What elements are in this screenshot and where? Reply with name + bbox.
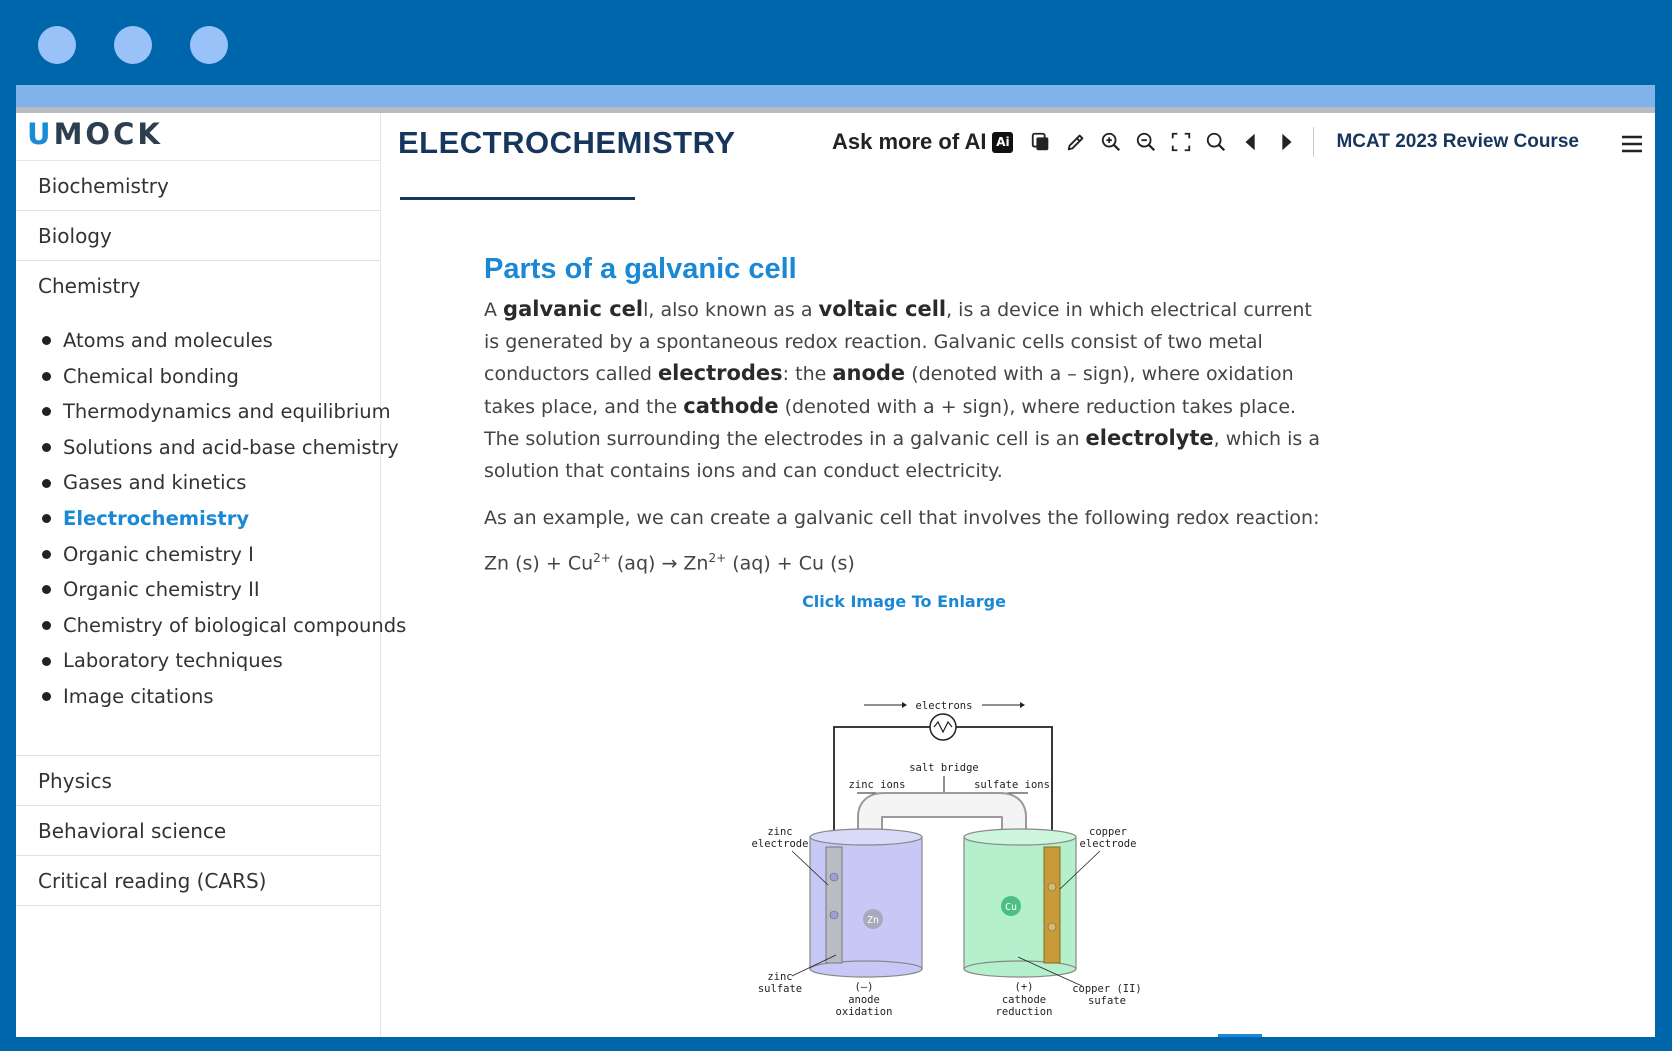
- p1-text-2: , is a device in which electrical current is generated by a spontaneous redox reaction. Galvanic cells consist of two metal conductors called: [484, 299, 1312, 385]
- prev-arrow-icon[interactable]: [1233, 125, 1268, 160]
- label-zinc-sulfate-2: sulfate: [757, 983, 803, 995]
- highlighter-icon[interactable]: [1058, 125, 1093, 160]
- anode-beaker-top: [810, 829, 922, 845]
- label-copper-electrode: electrode: [1079, 838, 1137, 850]
- label-zinc-sulfate-1: zinc: [767, 971, 793, 983]
- subitem-atoms-and-molecules[interactable]: Atoms and molecules: [42, 323, 380, 359]
- enlarge-image-link[interactable]: Click Image To Enlarge: [802, 591, 1006, 611]
- galvanic-cell-diagram[interactable]: [752, 679, 1202, 1019]
- p1-text-0: A: [484, 299, 504, 321]
- zoom-in-icon[interactable]: [1093, 125, 1128, 160]
- sidebar-item-critical-reading[interactable]: Critical reading (CARS): [16, 856, 380, 906]
- toolbar: [832, 122, 1579, 162]
- label-copper: copper: [1089, 826, 1127, 838]
- subitem-biological-compounds[interactable]: Chemistry of biological compounds: [42, 608, 380, 644]
- window-dot-maximize[interactable]: [190, 26, 228, 64]
- paragraph-example: As an example, we can create a galvanic cell that involves the following redox reaction:: [484, 507, 1320, 529]
- reaction-part-0: Zn (s) + Cu: [484, 551, 594, 574]
- label-zinc-ions: zinc ions: [848, 779, 906, 791]
- label-sulfate-ions: sulfate ions: [974, 779, 1050, 791]
- voltmeter-icon: [930, 714, 956, 740]
- subitem-organic-chemistry-1[interactable]: Organic chemistry I: [42, 537, 380, 573]
- sidebar: [16, 113, 407, 1037]
- paragraph-definition: [484, 294, 1324, 487]
- sidebar-item-physics[interactable]: Physics: [16, 756, 380, 806]
- sidebar-item-behavioral-science[interactable]: Behavioral science: [16, 806, 380, 856]
- term-cathode: cathode: [683, 393, 779, 418]
- sidebar-item-chemistry[interactable]: Chemistry: [38, 274, 141, 298]
- browser-window: [16, 85, 1655, 1037]
- window-dot-close[interactable]: [38, 26, 76, 64]
- search-icon[interactable]: [1198, 125, 1233, 160]
- page-title: ELECTROCHEMISTRY: [398, 125, 736, 160]
- reaction-charge-zn: 2+: [708, 550, 727, 565]
- p1-text-4: (denoted with a – sign), where oxidation takes place, and the: [484, 363, 1294, 418]
- sidebar-item-biochemistry[interactable]: Biochemistry: [16, 161, 380, 211]
- subitem-gases-kinetics[interactable]: Gases and kinetics: [42, 465, 380, 501]
- label-copper-ii: copper (II): [1072, 983, 1142, 995]
- subitem-thermodynamics[interactable]: Thermodynamics and equilibrium: [42, 394, 380, 430]
- sidebar-item-biology[interactable]: Biology: [16, 211, 380, 261]
- next-arrow-icon[interactable]: [1268, 125, 1303, 160]
- content-header: [382, 113, 1655, 201]
- logo-text: MOCK: [53, 117, 163, 151]
- p1-text-1: l, also known as a: [643, 299, 819, 321]
- zoom-out-icon[interactable]: [1128, 125, 1163, 160]
- redox-reaction: [484, 551, 1324, 574]
- top-strip: [16, 85, 1655, 107]
- term-electrodes: electrodes: [657, 361, 783, 385]
- p1-text-5: (denoted with a + sign), where reduction takes place. The solution surrounding the electrodes in a galvanic cell is an: [484, 395, 1297, 450]
- cathode-beaker-top: [964, 829, 1076, 845]
- title-underline: [400, 197, 635, 200]
- window-controls: [38, 26, 228, 64]
- copper-ion-marker-2: [1048, 923, 1056, 931]
- subitem-image-citations[interactable]: Image citations: [42, 679, 380, 715]
- article: [484, 253, 1324, 1018]
- term-voltaic-cell: voltaic cell: [818, 297, 947, 321]
- reaction-part-1: (aq) → Zn: [610, 551, 709, 574]
- hamburger-menu-icon[interactable]: [1615, 129, 1649, 159]
- electron-arrowhead-left: [902, 702, 907, 708]
- copy-icon[interactable]: [1023, 125, 1058, 160]
- subitem-solutions[interactable]: Solutions and acid-base chemistry: [42, 430, 380, 466]
- subitem-electrochemistry[interactable]: Electrochemistry: [42, 501, 380, 537]
- zinc-electrode: [826, 847, 842, 963]
- label-reduction: reduction: [995, 1006, 1053, 1018]
- zinc-ion-marker-1: [830, 873, 838, 881]
- label-zinc-electrode: electrode: [752, 838, 809, 850]
- p1-text-3: : the: [782, 363, 833, 385]
- label-minus: (–): [854, 981, 874, 993]
- scroll-indicator: [1218, 1034, 1262, 1037]
- logo-u: U: [27, 117, 54, 151]
- zinc-ion-marker-2: [830, 911, 838, 919]
- subitem-laboratory-techniques[interactable]: Laboratory techniques: [42, 643, 380, 679]
- course-link[interactable]: MCAT 2023 Review Course: [1336, 131, 1579, 152]
- chemistry-sublist: [16, 311, 407, 756]
- label-anode: anode: [848, 994, 880, 1006]
- section-title: Parts of a galvanic cell: [484, 253, 797, 285]
- label-salt-bridge: salt bridge: [909, 762, 979, 774]
- copper-electrode: [1044, 847, 1060, 963]
- term-anode: anode: [832, 361, 906, 385]
- label-oxidation: oxidation: [835, 1006, 893, 1018]
- label-zn-ion: Zn: [866, 915, 880, 926]
- ask-ai-button[interactable]: Ask more of AI: [832, 129, 987, 154]
- label-zinc: zinc: [767, 826, 793, 838]
- toolbar-divider: [1313, 127, 1314, 157]
- electron-arrowhead-right: [1020, 702, 1025, 708]
- p1-text-6: , which is a solution that contains ions and can conduct electricity.: [484, 428, 1320, 482]
- label-plus: (+): [1014, 981, 1034, 993]
- label-cathode: cathode: [1001, 994, 1047, 1006]
- reaction-charge-cu: 2+: [593, 550, 611, 565]
- subitem-organic-chemistry-2[interactable]: Organic chemistry II: [42, 572, 380, 608]
- subitem-chemical-bonding[interactable]: Chemical bonding: [42, 359, 380, 395]
- term-electrolyte: electrolyte: [1085, 426, 1214, 450]
- copper-ion-marker-1: [1048, 883, 1056, 891]
- label-cu-ion: Cu: [1004, 902, 1018, 913]
- label-copper-sufate: sufate: [1088, 995, 1126, 1007]
- label-electrons: electrons: [915, 700, 973, 712]
- logo[interactable]: [16, 113, 380, 161]
- reaction-part-2: (aq) + Cu (s): [726, 551, 855, 574]
- term-galvanic-cell: galvanic cel: [503, 297, 644, 321]
- ai-icon[interactable]: Ai: [992, 132, 1013, 153]
- window-dot-minimize[interactable]: [114, 26, 152, 64]
- fullscreen-icon[interactable]: [1163, 125, 1198, 160]
